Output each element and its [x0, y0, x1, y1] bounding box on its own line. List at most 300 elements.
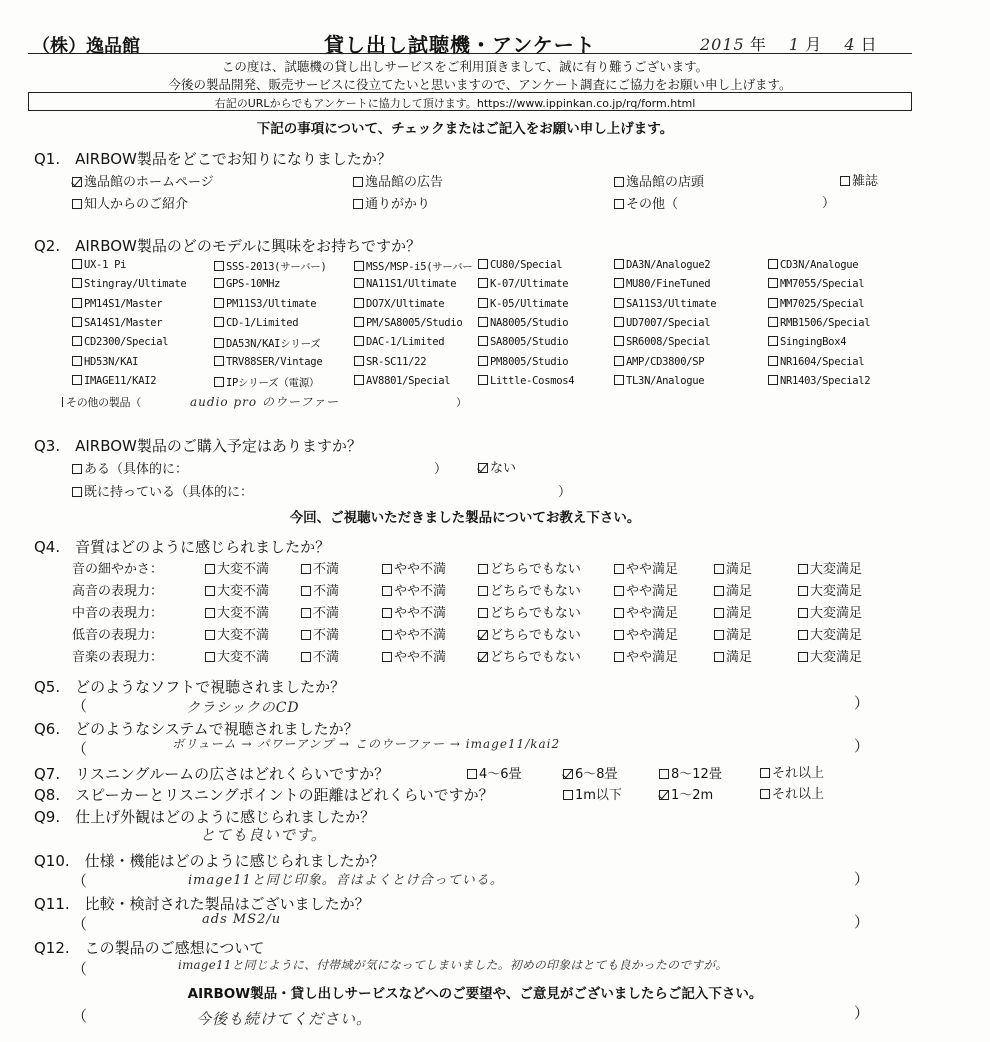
q2-model-option[interactable] — [72, 336, 168, 348]
q2-model-option[interactable] — [478, 259, 562, 271]
rating-label: やや満足 — [626, 606, 679, 621]
q2-model-option[interactable] — [214, 259, 327, 274]
title-rule — [28, 53, 912, 54]
rating-label: 大変不満 — [217, 584, 270, 599]
q11-answer[interactable]: ads MS2/u — [202, 912, 282, 927]
option-label: 4～6畳 — [479, 767, 522, 782]
q4-rating-option[interactable] — [798, 602, 862, 621]
q4-label: Q4. 音質はどのように感じられましたか？ — [34, 538, 331, 556]
checkbox[interactable] — [72, 278, 82, 288]
q4-rating-option[interactable] — [205, 602, 269, 621]
q2-model-option[interactable] — [614, 356, 704, 368]
checkbox[interactable] — [478, 317, 488, 327]
q1-option-magazine[interactable] — [840, 170, 878, 189]
q8-option-under-1m[interactable] — [563, 784, 622, 803]
model-name: TL3N/Analogue — [626, 374, 705, 387]
model-name: DA3N/Analogue2 — [626, 259, 711, 271]
q4-rating-option[interactable] — [714, 602, 752, 621]
q7-option-4-6[interactable] — [467, 763, 522, 782]
checkbox[interactable] — [478, 259, 488, 269]
model-name: MU80/FineTuned — [626, 278, 711, 291]
q2-model-option[interactable] — [478, 375, 574, 387]
model-name: SR-SC11/22 — [366, 355, 427, 368]
checkbox[interactable] — [382, 652, 392, 662]
model-name: K-07/Ultimate — [490, 278, 569, 291]
q4-rating-option[interactable] — [382, 558, 446, 577]
checkbox[interactable] — [301, 608, 311, 618]
option-label: 1～2m — [671, 788, 714, 803]
option-label: 逸品館の広告 — [365, 175, 444, 190]
checkbox[interactable] — [614, 586, 624, 596]
checkbox[interactable] — [659, 769, 669, 779]
checkbox[interactable] — [205, 652, 215, 662]
instruction: 下記の事項について、チェックまたはご記入をお願い申し上げます。 — [256, 121, 674, 137]
model-name: SingingBox4 — [780, 336, 847, 349]
checkbox[interactable] — [563, 790, 573, 800]
checkbox[interactable] — [478, 564, 488, 574]
rating-label: どちらでもない — [490, 628, 581, 643]
checkbox[interactable] — [214, 317, 224, 327]
q2-model-option[interactable] — [354, 298, 444, 310]
q2-model-option[interactable] — [614, 317, 710, 329]
date-year: 2015 — [700, 35, 745, 54]
checkbox[interactable] — [382, 608, 392, 618]
checkbox[interactable] — [714, 586, 724, 596]
checkbox[interactable] — [467, 769, 477, 779]
q4-rating-option[interactable] — [798, 558, 862, 577]
q4-rating-option[interactable] — [614, 580, 678, 599]
q2-model-option[interactable] — [72, 278, 186, 290]
checkbox[interactable] — [614, 177, 624, 187]
q7-option-6-8[interactable] — [563, 763, 618, 782]
checkbox[interactable] — [354, 317, 364, 327]
model-name: PM/SA8005/Studio — [366, 316, 463, 329]
q4-rating-option[interactable] — [714, 646, 752, 665]
checkbox[interactable] — [354, 261, 364, 271]
model-name: AMP/CD3800/SP — [626, 355, 705, 368]
q2-label: Q2. AIRBOW製品のどのモデルに興味をお持ちですか？ — [34, 237, 421, 255]
checkbox[interactable] — [798, 652, 808, 662]
checkbox[interactable] — [72, 336, 82, 346]
q5-label: Q5. どのようなソフトで視聴されましたか？ — [34, 678, 346, 696]
rating-label: 満足 — [726, 584, 753, 599]
q2-model-option[interactable] — [614, 375, 704, 387]
q2-model-option[interactable] — [768, 356, 864, 368]
model-name: MM7025/Special — [780, 297, 865, 310]
q4-rating-option[interactable] — [478, 602, 581, 621]
rating-label: やや不満 — [394, 628, 447, 643]
checkbox[interactable] — [798, 586, 808, 596]
checkbox[interactable] — [478, 375, 488, 385]
checkbox[interactable] — [478, 356, 488, 366]
rating-label: やや不満 — [394, 584, 447, 599]
q1-option-store[interactable] — [614, 171, 704, 190]
q4-rating-option[interactable] — [478, 624, 581, 643]
q12-answer[interactable]: image11と同じように、付帯域が気になってしまいました。初めの印象はとても良かったのですが。 — [178, 958, 728, 972]
model-name: NA8005/Studio — [490, 316, 569, 329]
checkbox[interactable] — [72, 298, 82, 308]
checkbox[interactable] — [214, 261, 224, 271]
checkbox[interactable] — [214, 356, 224, 366]
q2-model-option[interactable] — [614, 298, 716, 310]
q2-model-option[interactable] — [354, 336, 444, 348]
q2-model-option[interactable] — [354, 259, 473, 274]
q4-row-label: 音楽の表現力： — [72, 650, 164, 665]
q4-rating-option[interactable] — [205, 580, 269, 599]
checkbox[interactable] — [478, 278, 488, 288]
model-name: Stingray/Ultimate — [84, 278, 187, 291]
rating-label: 大変不満 — [217, 562, 270, 577]
q4-rating-option[interactable] — [382, 602, 446, 621]
q2-model-option[interactable] — [768, 317, 870, 329]
model-name: IPシリーズ（電源） — [226, 376, 320, 389]
q9-answer[interactable]: とても良いです。 — [200, 826, 327, 844]
q4-rating-option[interactable] — [478, 558, 581, 577]
checkbox[interactable] — [478, 336, 488, 346]
rating-label: 大変満足 — [810, 584, 863, 599]
option-label: 8～12畳 — [671, 767, 722, 782]
checkbox[interactable] — [205, 564, 215, 574]
q2-model-option[interactable] — [768, 375, 870, 387]
q4-rating-option[interactable] — [798, 624, 862, 643]
q4-rating-option[interactable] — [478, 580, 581, 599]
q11-label: Q11. 比較・検討された製品はございましたか？ — [34, 895, 370, 913]
q1-option-ad[interactable] — [353, 171, 443, 190]
q4-rating-option[interactable] — [478, 646, 581, 665]
q2-model-option[interactable] — [768, 336, 846, 348]
q4-rating-option[interactable] — [205, 558, 269, 577]
q10-answer[interactable]: image11と同じ印象。音はよくとけ合っている。 — [188, 873, 504, 888]
checkbox[interactable] — [840, 176, 850, 186]
checkbox[interactable] — [798, 630, 808, 640]
q11-paren-open: （ — [72, 915, 88, 933]
q6-answer[interactable]: ボリューム → パワーアンプ → このウーファー → image11/kai2 — [172, 737, 561, 751]
q2-other-label — [62, 394, 141, 410]
model-name: CD2300/Special — [84, 336, 169, 349]
q4-rating-option[interactable] — [382, 580, 446, 599]
checkbox[interactable] — [72, 356, 82, 366]
rating-label: やや満足 — [626, 650, 679, 665]
q3-option-have[interactable] — [72, 481, 253, 500]
checkbox[interactable] — [614, 298, 624, 308]
q4-rating-option[interactable] — [714, 580, 752, 599]
q2-model-option[interactable] — [614, 336, 710, 348]
rating-label: どちらでもない — [490, 562, 581, 577]
checkbox-checked[interactable] — [659, 790, 669, 800]
q2-model-option[interactable] — [768, 298, 864, 310]
checkbox[interactable] — [714, 608, 724, 618]
q4-rating-option[interactable] — [798, 646, 862, 665]
q2-model-option[interactable] — [214, 375, 319, 390]
q2-model-option[interactable] — [478, 317, 568, 329]
q7-option-8-12[interactable] — [659, 763, 722, 782]
q5-paren-close: ） — [854, 694, 870, 712]
option-label: それ以上 — [772, 766, 825, 781]
q4-rating-option[interactable] — [205, 646, 269, 665]
model-name: PM11S3/Ultimate — [226, 297, 317, 310]
checkbox-checked[interactable] — [478, 630, 488, 640]
q2-model-option[interactable] — [614, 278, 710, 290]
q2-model-option[interactable] — [214, 317, 298, 329]
q2-model-option[interactable] — [72, 356, 138, 368]
checkbox[interactable] — [72, 259, 82, 269]
q3-label: Q3. AIRBOW製品のご購入予定はありますか？ — [34, 437, 362, 455]
rating-label: 大変満足 — [810, 650, 863, 665]
checkbox[interactable] — [301, 652, 311, 662]
q3-option-yes[interactable] — [72, 458, 188, 477]
checkbox[interactable] — [214, 278, 224, 288]
option-label: 既に持っている（具体的に： — [84, 485, 254, 500]
q4-rating-option[interactable] — [714, 624, 752, 643]
q1-option-other[interactable] — [614, 193, 678, 212]
q2-model-option[interactable] — [214, 278, 280, 290]
q4-row-label: 低音の表現力： — [72, 628, 164, 643]
model-name: CU80/Special — [490, 259, 563, 271]
model-name: IMAGE11/KAI2 — [84, 374, 157, 387]
checkbox-checked[interactable] — [478, 463, 488, 473]
option-label: ある（具体的に： — [84, 462, 189, 477]
checkbox[interactable] — [205, 608, 215, 618]
date-month: 1 — [788, 35, 801, 54]
option-label: その他（ — [626, 197, 679, 212]
model-name: NR1604/Special — [780, 355, 865, 368]
q2-model-option[interactable] — [768, 278, 864, 290]
checkbox[interactable] — [714, 564, 724, 574]
checkbox[interactable] — [72, 464, 82, 474]
checkbox[interactable] — [382, 564, 392, 574]
q2-model-option[interactable] — [72, 298, 162, 310]
checkbox[interactable] — [72, 487, 82, 497]
q4-row-label: 高音の表現力： — [72, 584, 164, 599]
q12-paren-open: （ — [72, 960, 88, 978]
model-name: UD7007/Special — [626, 316, 711, 329]
q10-paren-open: （ — [72, 872, 88, 890]
q2-model-option[interactable] — [354, 356, 426, 368]
checkbox[interactable] — [354, 298, 364, 308]
q6-label: Q6. どのようなシステムで視聴されましたか？ — [34, 720, 359, 738]
checkbox[interactable] — [768, 356, 778, 366]
checkbox[interactable] — [214, 377, 224, 387]
checkbox[interactable] — [798, 564, 808, 574]
q10-paren-close: ） — [854, 870, 870, 888]
q2-model-option[interactable] — [478, 356, 568, 368]
checkbox[interactable] — [760, 789, 770, 799]
date-day-unit: 日 — [860, 35, 877, 54]
q2-model-option[interactable] — [768, 259, 858, 271]
checkbox[interactable] — [614, 652, 624, 662]
q7-label: Q7. リスニングルームの広さはどれくらいですか？ — [34, 765, 390, 783]
q2-other-label-text: その他の製品（ — [66, 396, 141, 409]
q4-rating-option[interactable] — [301, 646, 339, 665]
rating-label: 大変不満 — [217, 628, 270, 643]
checkbox[interactable] — [301, 630, 311, 640]
option-label: 6～8畳 — [575, 767, 618, 782]
option-label: ない — [490, 461, 517, 476]
q8-option-more[interactable] — [760, 783, 824, 802]
rating-label: 不満 — [313, 606, 340, 621]
option-label: 通りがかり — [365, 197, 431, 212]
q2-model-option[interactable] — [478, 336, 568, 348]
option-label: 逸品館の店頭 — [626, 175, 705, 190]
model-name: PM8005/Studio — [490, 355, 569, 368]
q11-paren-close: ） — [854, 913, 870, 931]
q9-label: Q9. 仕上げ外観はどのように感じられましたか？ — [34, 808, 376, 826]
checkbox[interactable] — [614, 199, 624, 209]
model-name: MSS/MSP-i5(サーバー — [366, 261, 473, 273]
q4-row-label: 音の細やかさ： — [72, 562, 164, 577]
checkbox[interactable] — [768, 298, 778, 308]
checkbox[interactable] — [714, 630, 724, 640]
checkbox[interactable] — [768, 278, 778, 288]
option-label: 雑誌 — [852, 174, 879, 189]
q2-model-option[interactable] — [72, 259, 126, 271]
checkbox[interactable] — [614, 356, 624, 366]
checkbox[interactable] — [614, 375, 624, 385]
checkbox-checked[interactable] — [563, 769, 573, 779]
q2-other-answer[interactable]: audio pro のウーファー — [190, 395, 340, 409]
q2-model-option[interactable] — [478, 278, 568, 290]
checkbox[interactable] — [614, 608, 624, 618]
checkbox-checked[interactable] — [478, 652, 488, 662]
feedback-heading: AIRBOW製品・貸し出しサービスなどへのご要望や、ご意見がございましたらご記入下さい。 — [187, 986, 763, 1002]
checkbox[interactable] — [768, 317, 778, 327]
q2-model-option[interactable] — [72, 317, 162, 329]
rating-label: やや不満 — [394, 562, 447, 577]
option-label: 逸品館のホームページ — [84, 175, 214, 190]
rating-label: どちらでもない — [490, 650, 581, 665]
q4-rating-option[interactable] — [205, 624, 269, 643]
model-name: SR6008/Special — [626, 336, 711, 349]
q2-model-option[interactable] — [214, 298, 316, 310]
intro-line-1: この度は、試聴機の貸し出しサービスをご利用頂きまして、誠に有り難うございます。 — [221, 59, 709, 74]
rating-label: 大変満足 — [810, 606, 863, 621]
checkbox[interactable] — [478, 608, 488, 618]
q3-yes-close: ） — [434, 462, 448, 477]
q1-option-passing[interactable] — [353, 193, 430, 212]
q4-row-label: 中音の表現力： — [72, 606, 164, 621]
model-name: DA53N/KAIシリーズ — [226, 338, 321, 351]
checkbox[interactable] — [614, 630, 624, 640]
checkbox[interactable] — [768, 259, 778, 269]
checkbox[interactable] — [353, 177, 363, 187]
checkbox[interactable] — [354, 356, 364, 366]
rating-label: やや満足 — [626, 562, 679, 577]
rating-label: やや不満 — [394, 606, 447, 621]
q2-model-option[interactable] — [354, 278, 456, 290]
model-name: SA8005/Studio — [490, 336, 569, 349]
model-name: HD53N/KAI — [84, 355, 139, 368]
model-name: UX-1 Pi — [84, 259, 127, 271]
rating-label: 大変不満 — [217, 606, 270, 621]
q4-rating-option[interactable] — [301, 624, 339, 643]
q2-model-option[interactable] — [614, 259, 710, 271]
model-name: AV8801/Special — [366, 374, 451, 387]
q4-rating-option[interactable] — [301, 558, 339, 577]
q4-rating-option[interactable] — [614, 624, 678, 643]
checkbox[interactable] — [768, 375, 778, 385]
checkbox[interactable] — [760, 768, 770, 778]
q4-rating-option[interactable] — [614, 646, 678, 665]
model-name: MM7055/Special — [780, 278, 865, 291]
q4-rating-option[interactable] — [301, 602, 339, 621]
checkbox[interactable] — [614, 259, 624, 269]
checkbox[interactable] — [614, 336, 624, 346]
checkbox[interactable] — [353, 199, 363, 209]
date-month-unit: 月 — [805, 35, 822, 54]
q2-model-option[interactable] — [72, 375, 156, 387]
q7-option-more[interactable] — [760, 762, 824, 781]
q2-model-option[interactable] — [214, 356, 322, 368]
q1-option-homepage[interactable] — [72, 171, 214, 190]
checkbox[interactable] — [798, 608, 808, 618]
checkbox[interactable] — [614, 564, 624, 574]
checkbox[interactable] — [354, 375, 364, 385]
checkbox[interactable] — [382, 630, 392, 640]
q6-paren-open: （ — [72, 740, 88, 758]
rating-label: やや満足 — [626, 628, 679, 643]
checkbox[interactable] — [301, 564, 311, 574]
date-year-unit: 年 — [749, 35, 766, 54]
q4-rating-option[interactable] — [798, 580, 862, 599]
checkbox[interactable] — [205, 586, 215, 596]
checkbox[interactable] — [354, 336, 364, 346]
section-heading: 今回、ご視聴いただきました製品についてお教え下さい。 — [289, 510, 641, 526]
q4-rating-option[interactable] — [614, 558, 678, 577]
q4-rating-option[interactable] — [614, 602, 678, 621]
checkbox[interactable] — [714, 652, 724, 662]
q4-rating-option[interactable] — [382, 646, 446, 665]
model-name: CD3N/Analogue — [780, 259, 859, 271]
feedback-answer[interactable]: 今後も続けてください。 — [196, 1010, 373, 1028]
checkbox[interactable] — [205, 630, 215, 640]
checkbox[interactable] — [214, 298, 224, 308]
q5-answer[interactable]: クラシックのCD — [186, 700, 300, 716]
q4-rating-option[interactable] — [714, 558, 752, 577]
feedback-paren-close: ） — [854, 1004, 870, 1022]
q4-rating-option[interactable] — [382, 624, 446, 643]
checkbox[interactable] — [301, 586, 311, 596]
checkbox[interactable] — [478, 586, 488, 596]
checkbox[interactable] — [354, 278, 364, 288]
checkbox[interactable] — [72, 375, 82, 385]
checkbox-checked[interactable] — [72, 177, 82, 187]
q2-model-option[interactable] — [214, 336, 320, 351]
q10-label: Q10. 仕様・機能はどのように感じられましたか？ — [34, 852, 385, 870]
rating-label: 不満 — [313, 584, 340, 599]
model-name: DAC-1/Limited — [366, 336, 445, 349]
checkbox[interactable] — [614, 278, 624, 288]
checkbox[interactable] — [614, 317, 624, 327]
q2-model-option[interactable] — [354, 317, 462, 329]
checkbox[interactable] — [72, 317, 82, 327]
checkbox[interactable] — [382, 586, 392, 596]
checkbox[interactable] — [768, 336, 778, 346]
model-name: SA11S3/Ultimate — [626, 297, 717, 310]
rating-label: 満足 — [726, 606, 753, 621]
rating-label: やや満足 — [626, 584, 679, 599]
q5-paren-open: （ — [72, 697, 88, 715]
q3-option-no[interactable] — [478, 457, 516, 476]
form-title: 貸し出し試聴機・アンケート — [324, 33, 596, 57]
q8-option-1-2m[interactable] — [659, 784, 713, 803]
q2-model-option[interactable] — [478, 298, 568, 310]
checkbox[interactable] — [72, 199, 82, 209]
checkbox[interactable] — [214, 338, 224, 348]
q4-rating-option[interactable] — [301, 580, 339, 599]
q2-model-option[interactable] — [354, 375, 450, 387]
checkbox[interactable] — [478, 298, 488, 308]
q1-option-friend[interactable] — [72, 193, 188, 212]
